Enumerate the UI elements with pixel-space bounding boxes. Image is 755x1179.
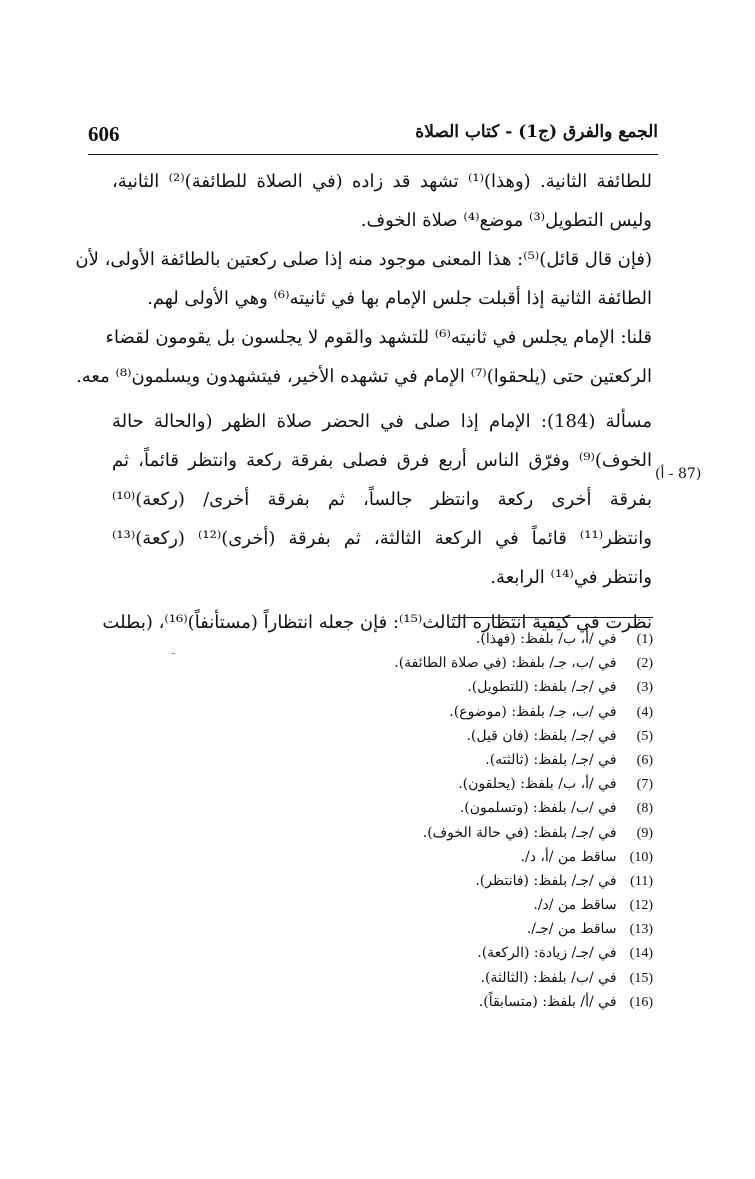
footnote-number: (16) bbox=[629, 994, 653, 1010]
footnote-rule bbox=[453, 617, 653, 618]
footnote-item bbox=[293, 869, 653, 893]
footnote-item bbox=[293, 893, 653, 917]
page-header bbox=[88, 118, 658, 152]
footnote-number: (15) bbox=[629, 970, 653, 986]
footnote-text: في /جـ/ بلفظ: (في حالة الخوف). bbox=[422, 824, 617, 841]
manuscript-folio-marker: (87 - أ) bbox=[655, 466, 702, 482]
footnote-item bbox=[293, 627, 653, 651]
footnote-text: في /ب، جـ/ بلفظ: (موضوع). bbox=[449, 703, 617, 720]
footnote-number: (8) bbox=[636, 801, 653, 817]
footnote-item bbox=[293, 990, 653, 1014]
footnote-text: ساقط من /جـ/. bbox=[526, 921, 617, 938]
text-line: وانتظر⁽¹¹⁾ قائماً في الركعة الثالثة، ثم بفرقة (أخرى)⁽¹²⁾ (ركعة)⁽¹³⁾ bbox=[112, 528, 652, 549]
text-line: الطائفة الثانية إذا أقبلت جلس الإمام بها في ثانيته⁽⁶⁾ وهي الأولى لهم. bbox=[147, 288, 652, 309]
footnote-text: في /جـ/ بلفظ: (للتطويل). bbox=[467, 679, 617, 696]
footnote-item bbox=[293, 724, 653, 748]
footnote-item bbox=[293, 796, 653, 820]
footnote-item bbox=[293, 941, 653, 965]
footnote-item bbox=[293, 651, 653, 675]
text-line: نظرت في كيفية انتظاره الثالث⁽¹⁵⁾: فإن جعله انتظاراً (مستأنفاً)⁽¹⁶⁾، (بطلت bbox=[102, 612, 652, 633]
text-line: وليس التطويل⁽³⁾ موضع⁽⁴⁾ صلاة الخوف. bbox=[360, 210, 652, 231]
text-line: بفرقة أخرى ركعة وانتظر جالساً، ثم بفرقة أخرى/ (ركعة)⁽¹⁰⁾ bbox=[112, 489, 652, 510]
footnote-number: (12) bbox=[629, 898, 653, 914]
footnote-item bbox=[293, 772, 653, 796]
text-line: الخوف)⁽⁹⁾ وفرّق الناس أربع فرق فصلى بفرقة ركعة وانتظر قائماً، ثم bbox=[112, 450, 652, 471]
footnote-text: في /جـ/ بلفظ: (فانتظر). bbox=[475, 872, 617, 889]
footnote-number: (1) bbox=[636, 632, 653, 647]
footnote-number: (4) bbox=[636, 704, 653, 720]
footnote-text: في /ب، جـ/ بلفظ: (في صلاة الطائفة). bbox=[394, 655, 617, 672]
footnote-number: (3) bbox=[636, 680, 653, 696]
main-text bbox=[75, 162, 653, 642]
footnote-text: في /جـ/ زيادة: (الركعة). bbox=[477, 945, 617, 962]
text-line: مسألة (184): الإمام إذا صلى في الحضر صلاة الظهر (والحالة حالة bbox=[112, 411, 653, 432]
footnote-item bbox=[293, 700, 653, 724]
running-title: الجمع والفرق (ج1) - كتاب الصلاة bbox=[415, 122, 658, 142]
text-line: الركعتين حتى (يلحقوا)⁽⁷⁾ الإمام في تشهده الأخير، فيتشهدون ويسلمون⁽⁸⁾ معه. bbox=[76, 366, 652, 387]
footnote-text: في /جـ/ بلفظ: (فان قيل). bbox=[466, 727, 617, 744]
footnote-text: ساقط من /د/. bbox=[533, 897, 617, 914]
footnote-number: (14) bbox=[629, 946, 653, 962]
text-line: وانتظر في⁽¹⁴⁾ الرابعة. bbox=[490, 567, 652, 588]
footnote-item bbox=[293, 675, 653, 699]
footnote-text: في /ب/ بلفظ: (الثالثة). bbox=[480, 969, 617, 986]
footnote-text: في /جـ/ بلفظ: (ثالثته). bbox=[485, 751, 617, 768]
header-rule bbox=[88, 154, 658, 155]
footnote-text: في /أ/ بلفظ: (متسابقاً). bbox=[478, 993, 617, 1010]
footnote-text: في /أ، ب/ بلفظ: (فهذا). bbox=[475, 631, 617, 647]
footnote-number: (11) bbox=[630, 873, 653, 889]
footnote-item bbox=[293, 748, 653, 772]
footnote-number: (5) bbox=[636, 728, 653, 744]
page-number: 606 bbox=[88, 122, 120, 146]
text-line: للطائفة الثانية. (وهذا)⁽¹⁾ تشهد قد زاده (في الصلاة للطائفة)⁽²⁾ الثانية، bbox=[112, 171, 652, 192]
footnote-number: (13) bbox=[629, 922, 653, 938]
footnote-number: (2) bbox=[636, 656, 653, 672]
footnote-text: في /ب/ بلفظ: (وتسلمون). bbox=[459, 800, 617, 817]
text-line: (فإن قال قائل)⁽⁵⁾: هذا المعنى موجود منه إذا صلى ركعتين بالطائفة الأولى، لأن bbox=[75, 249, 652, 270]
scan-speck bbox=[172, 653, 175, 654]
footnote-item bbox=[293, 821, 653, 845]
footnote-number: (7) bbox=[636, 777, 653, 793]
footnote-number: (10) bbox=[629, 849, 653, 865]
footnote-number: (6) bbox=[636, 752, 653, 768]
footnote-text: ساقط من /أ، د/. bbox=[520, 848, 617, 865]
text-line: قلنا: الإمام يجلس في ثانيته⁽⁶⁾ للتشهد والقوم لا يجلسون بل يقومون لقضاء bbox=[105, 327, 652, 348]
footnote-item bbox=[293, 845, 653, 869]
footnotes bbox=[293, 627, 653, 1014]
footnote-item bbox=[293, 966, 653, 990]
footnote-text: في /أ، ب/ بلفظ: (يحلقون). bbox=[458, 776, 617, 793]
footnote-number: (9) bbox=[636, 825, 653, 841]
footnote-item bbox=[293, 917, 653, 941]
